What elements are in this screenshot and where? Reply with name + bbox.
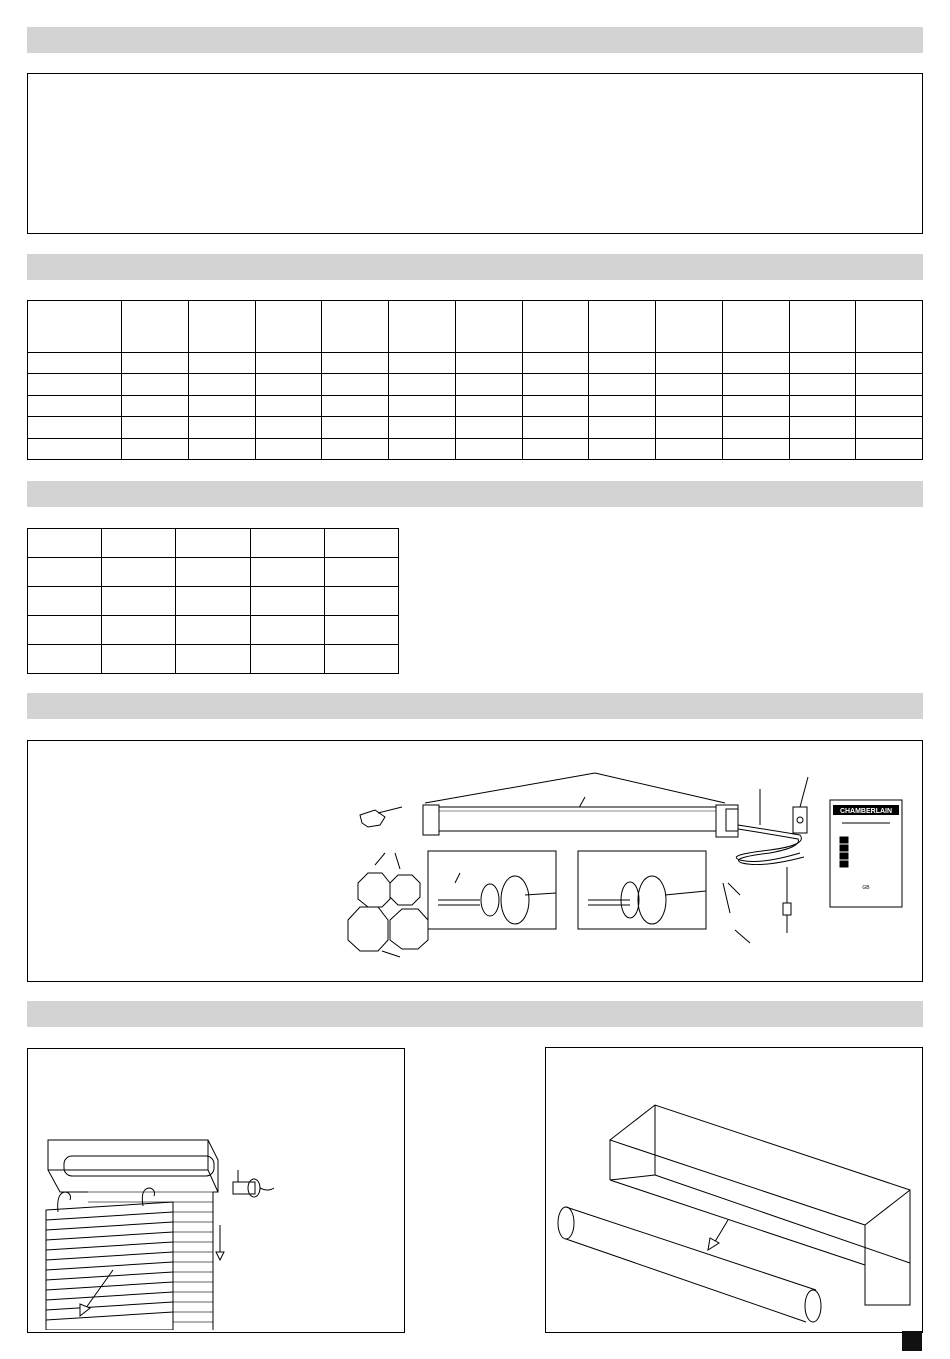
section-header-bar-3 <box>27 481 923 507</box>
table-row <box>28 438 923 459</box>
section-header-bar-2 <box>27 254 923 280</box>
manual-logo: CHAMBERLAIN <box>839 808 893 815</box>
parts-illustration <box>330 765 910 965</box>
table-row <box>28 587 399 616</box>
section-header-bar-5 <box>27 1001 923 1027</box>
table-row <box>28 352 923 373</box>
shutter-illustration <box>28 1130 288 1330</box>
table-row <box>28 374 923 395</box>
table-row <box>28 645 399 674</box>
tube-box-illustration <box>548 1100 918 1330</box>
description-text-box <box>27 73 923 234</box>
table-row <box>28 395 923 416</box>
page-number-marker <box>902 1331 922 1351</box>
section-header-bar-1 <box>27 27 923 53</box>
table-row <box>28 529 399 558</box>
table-row <box>28 301 923 353</box>
table-row <box>28 616 399 645</box>
table-row <box>28 417 923 438</box>
technical-data-table <box>27 300 923 460</box>
table-row <box>28 558 399 587</box>
dimension-table <box>27 528 399 674</box>
section-header-bar-4 <box>27 693 923 719</box>
manual-small-text: GB <box>862 885 870 891</box>
